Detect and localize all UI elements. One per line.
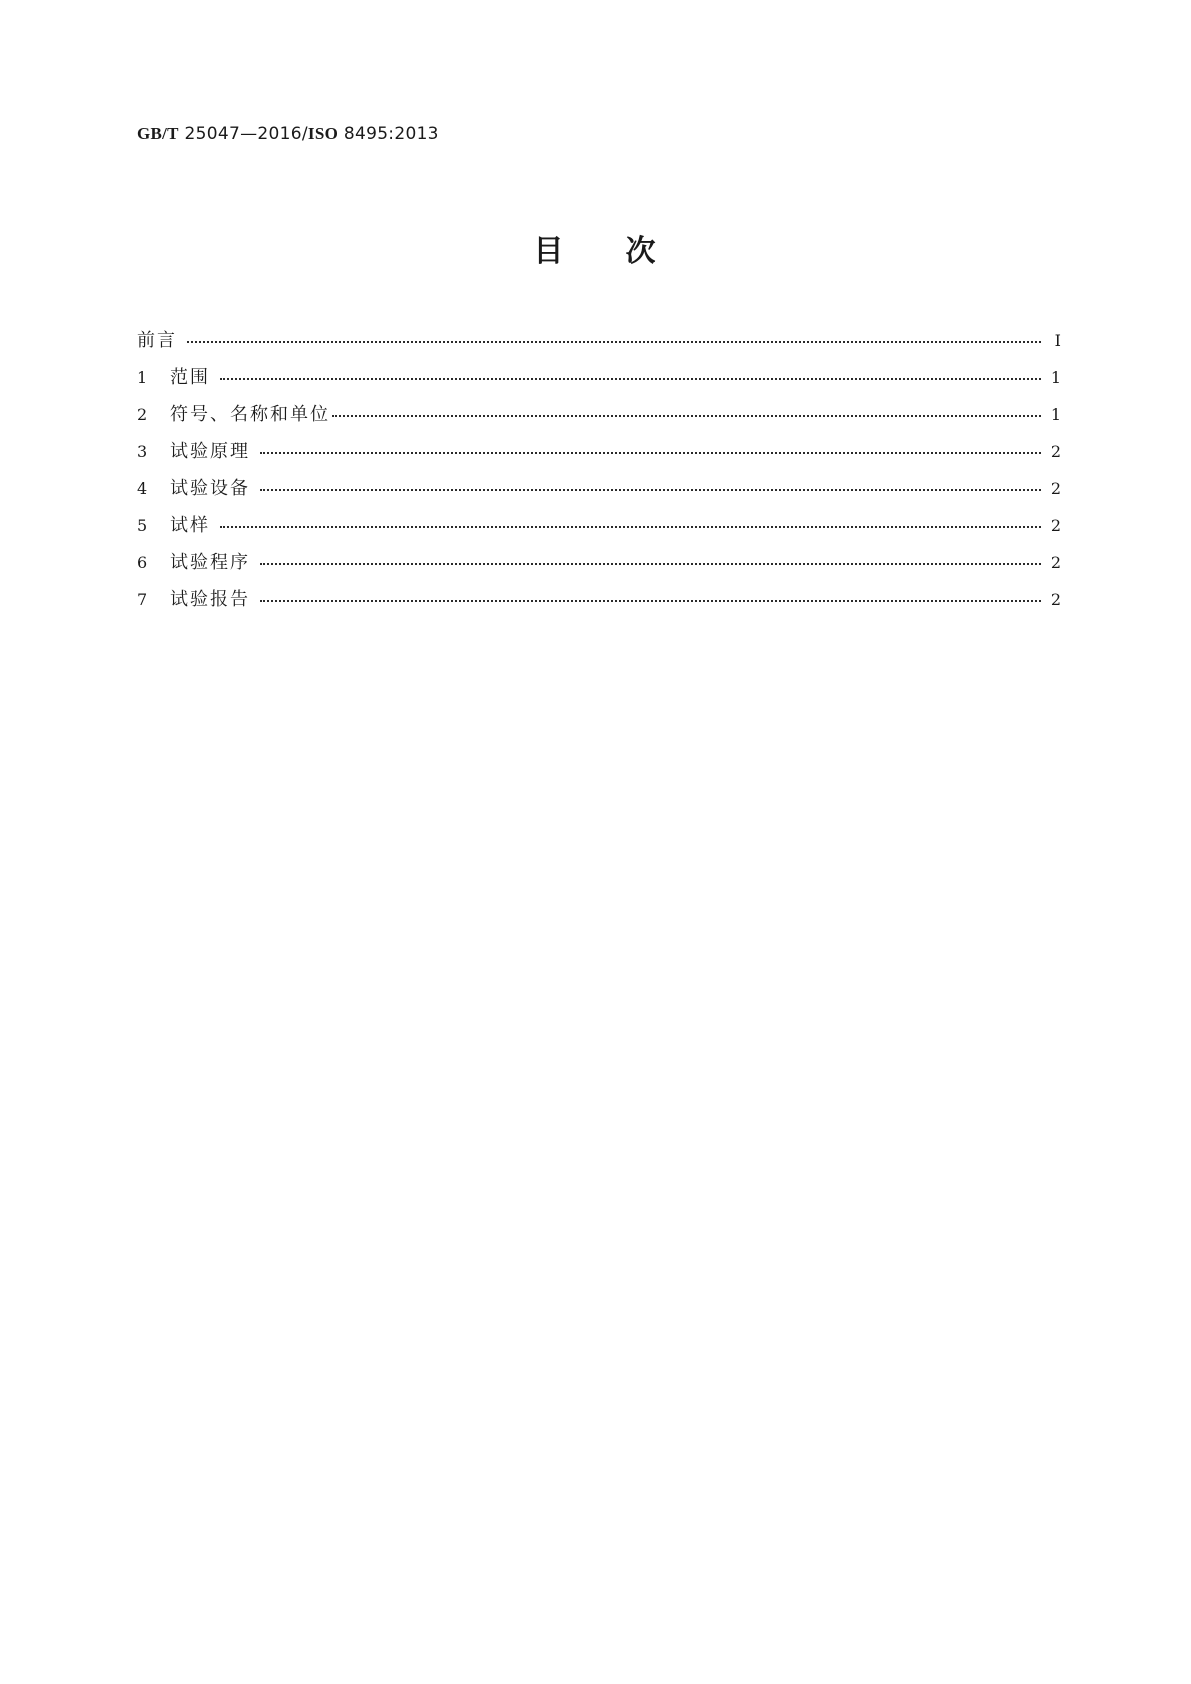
toc-entry-page: 2 <box>1050 516 1061 535</box>
toc-entry-label: 试验报告 <box>170 589 250 610</box>
toc-leader-dots <box>260 437 1041 457</box>
title-char-2: 次 <box>625 234 658 269</box>
table-of-contents <box>137 326 1061 622</box>
toc-leader-dots <box>220 363 1041 383</box>
toc-entry-page: 2 <box>1050 479 1061 498</box>
toc-entry-label: 试验程序 <box>170 552 250 573</box>
toc-entry-label: 符号、名称和单位 <box>170 404 330 425</box>
toc-entry-label: 试验原理 <box>170 441 250 462</box>
toc-entry-page: 2 <box>1050 590 1061 609</box>
toc-entry-number: 6 <box>137 553 148 572</box>
toc-entry-number: 2 <box>137 405 148 424</box>
toc-entry-2[interactable] <box>137 400 1061 437</box>
page-title <box>0 226 1191 270</box>
toc-entry-label: 试样 <box>170 515 210 536</box>
toc-entry-number: 7 <box>137 590 148 609</box>
toc-entry-4[interactable] <box>137 474 1061 511</box>
toc-leader-dots <box>220 511 1041 531</box>
toc-entry-number: 1 <box>137 368 148 387</box>
toc-leader-dots <box>260 548 1041 568</box>
toc-leader-dots <box>260 585 1041 605</box>
toc-entry-6[interactable] <box>137 548 1061 585</box>
toc-entry-preface[interactable] <box>137 326 1061 363</box>
toc-leader-dots <box>332 400 1041 420</box>
toc-entry-label: 试验设备 <box>170 478 250 499</box>
iso-prefix: ISO <box>307 124 339 143</box>
toc-entry-7[interactable] <box>137 585 1061 622</box>
toc-entry-page: 2 <box>1050 442 1061 461</box>
toc-entry-page: Ⅰ <box>1054 331 1061 350</box>
standard-code <box>137 124 439 144</box>
toc-leader-dots <box>187 326 1041 346</box>
toc-entry-page: 1 <box>1050 405 1061 424</box>
toc-entry-page: 1 <box>1050 368 1061 387</box>
toc-entry-5[interactable] <box>137 511 1061 548</box>
standard-number: 25047—2016/ <box>184 124 308 144</box>
title-char-1: 目 <box>533 234 566 269</box>
toc-entry-label: 前言 <box>137 330 177 351</box>
iso-number: 8495:2013 <box>343 124 439 144</box>
toc-leader-dots <box>260 474 1041 494</box>
toc-entry-page: 2 <box>1050 553 1061 572</box>
toc-entry-3[interactable] <box>137 437 1061 474</box>
toc-entry-label: 范围 <box>170 367 210 388</box>
standard-prefix: GB/T <box>137 124 179 143</box>
toc-entry-number: 3 <box>137 442 148 461</box>
toc-entry-number: 4 <box>137 479 148 498</box>
toc-entry-1[interactable] <box>137 363 1061 400</box>
toc-entry-number: 5 <box>137 516 148 535</box>
